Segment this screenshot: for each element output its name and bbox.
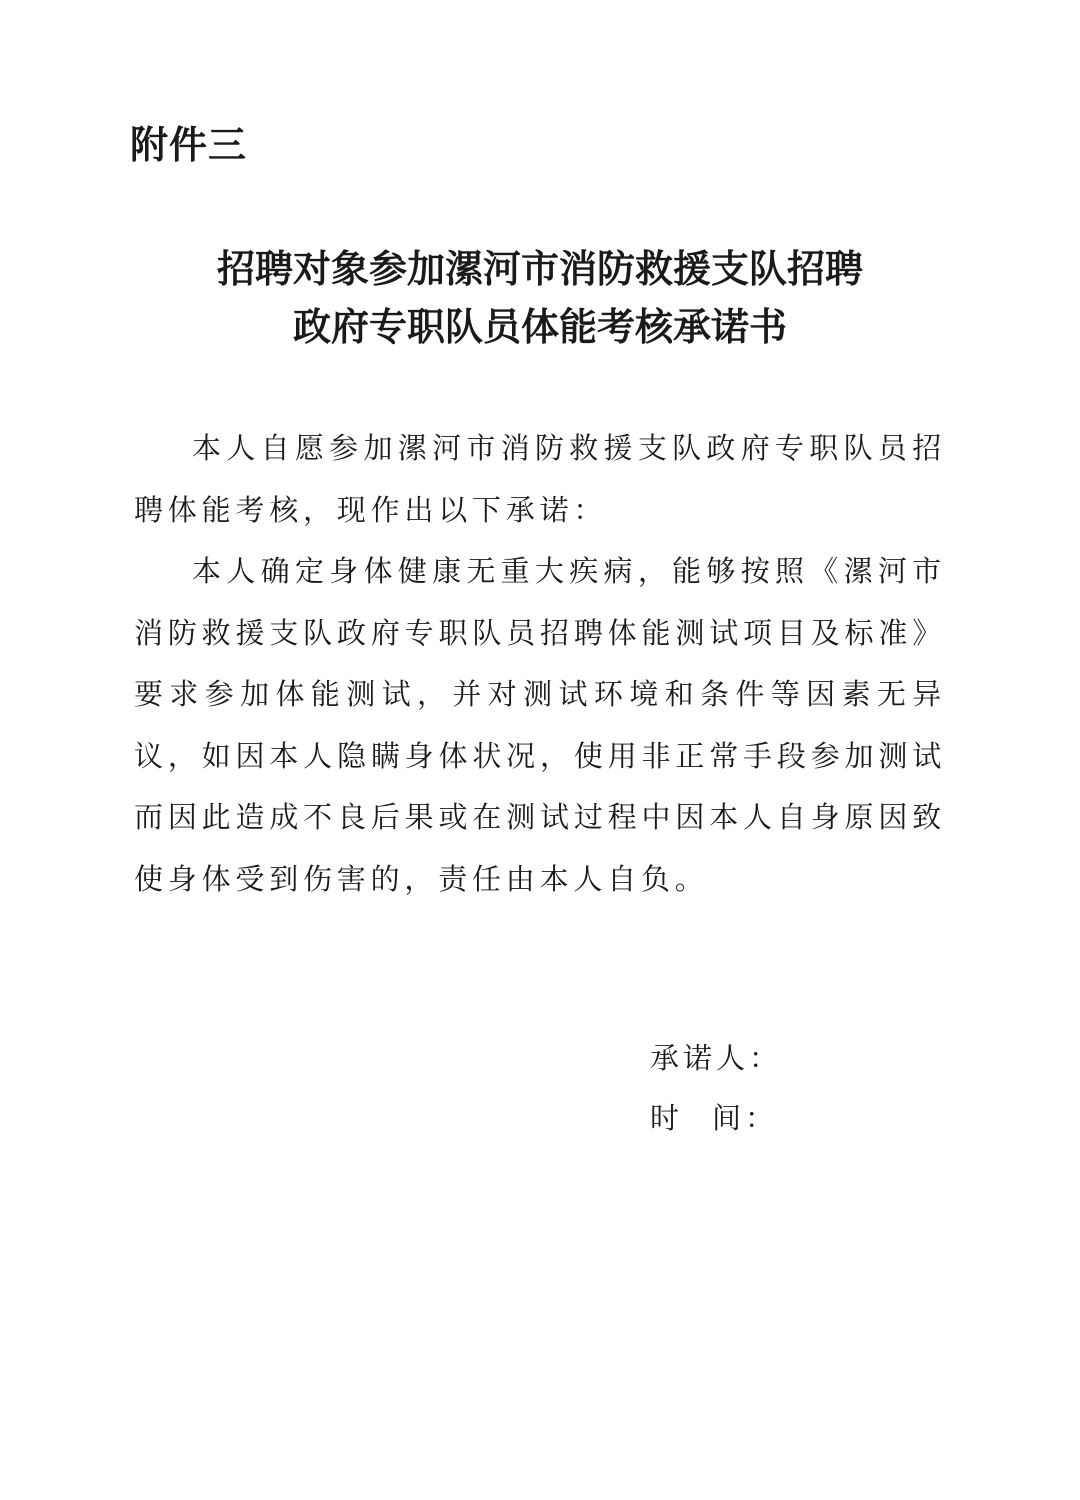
body-paragraph-1: 本人自愿参加漯河市消防救援支队政府专职队员招聘体能考核，现作出以下承诺： bbox=[134, 431, 946, 527]
title-line-1: 招聘对象参加漯河市消防救援支队招聘 bbox=[216, 246, 863, 291]
attachment-label: 附件三 bbox=[130, 123, 248, 167]
body-paragraph-2: 本人确定身体健康无重大疾病，能够按照《漯河市消防救援支队政府专职队员招聘体能测试项目及标准》要求参加体能测试，并对测试环境和条件等因素无异议，如因本人隐瞒身体状况，使用非正常手段参加测试而因此造成不良后果或在测试过程中因本人自身原因致使身体受到伤害的，责任由本人自负。 bbox=[134, 554, 946, 896]
signature-block bbox=[650, 1028, 782, 1148]
title-line-2: 政府专职队员体能考核承诺书 bbox=[292, 304, 787, 349]
promisor-label: 承诺人： bbox=[650, 1041, 783, 1075]
time-label bbox=[650, 1088, 782, 1148]
time-label-rest: 间： bbox=[712, 1101, 779, 1135]
document-title bbox=[0, 240, 1080, 356]
document-body bbox=[134, 418, 946, 910]
time-label-char: 时 bbox=[650, 1101, 713, 1135]
